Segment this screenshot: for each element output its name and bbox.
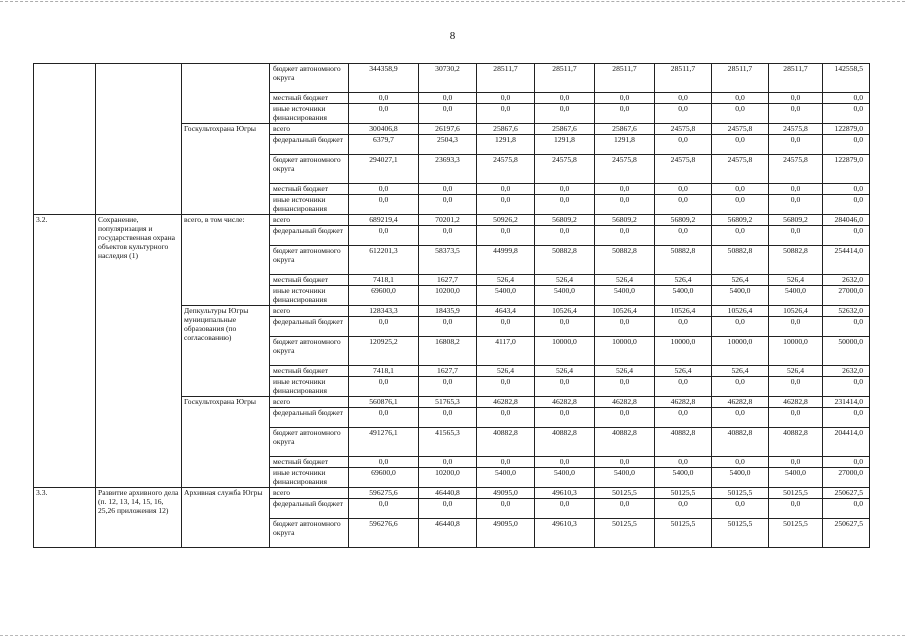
funding-source-cell: местный бюджет — [270, 93, 349, 104]
amount-cell: 10000,0 — [712, 337, 769, 366]
amount-cell: 70201,2 — [419, 215, 477, 226]
amount-cell: 5400,0 — [712, 468, 769, 488]
amount-cell: 1291,8 — [595, 135, 655, 155]
amount-cell: 0,0 — [535, 93, 595, 104]
amount-cell: 0,0 — [712, 499, 769, 519]
amount-cell: 0,0 — [349, 499, 419, 519]
amount-cell: 28511,7 — [712, 64, 769, 93]
amount-cell: 0,0 — [595, 408, 655, 428]
amount-cell: 0,0 — [655, 135, 712, 155]
funding-source-cell: федеральный бюджет — [270, 408, 349, 428]
amount-cell: 0,0 — [535, 457, 595, 468]
amount-cell: 0,0 — [769, 377, 823, 397]
amount-cell: 0,0 — [655, 457, 712, 468]
amount-cell: 28511,7 — [769, 64, 823, 93]
amount-cell: 7418,1 — [349, 275, 419, 286]
amount-cell: 41565,3 — [419, 428, 477, 457]
amount-cell: 0,0 — [477, 93, 535, 104]
funding-source-cell: бюджет автономного округа — [270, 155, 349, 184]
funding-source-cell: всего — [270, 306, 349, 317]
amount-cell: 0,0 — [823, 377, 870, 397]
amount-cell: 24575,8 — [655, 155, 712, 184]
amount-cell: 2632,0 — [823, 275, 870, 286]
amount-cell: 0,0 — [823, 135, 870, 155]
amount-cell: 5400,0 — [535, 286, 595, 306]
table-row — [34, 215, 870, 226]
amount-cell: 0,0 — [823, 408, 870, 428]
amount-cell: 24575,8 — [769, 124, 823, 135]
amount-cell: 0,0 — [655, 317, 712, 337]
amount-cell: 0,0 — [655, 377, 712, 397]
amount-cell: 0,0 — [655, 195, 712, 215]
amount-cell: 344358,9 — [349, 64, 419, 93]
amount-cell: 58373,5 — [419, 246, 477, 275]
table-row — [34, 488, 870, 499]
amount-cell: 10000,0 — [769, 337, 823, 366]
amount-cell: 0,0 — [655, 408, 712, 428]
amount-cell: 50125,5 — [595, 519, 655, 548]
amount-cell: 300406,8 — [349, 124, 419, 135]
amount-cell: 0,0 — [769, 499, 823, 519]
amount-cell: 0,0 — [419, 408, 477, 428]
amount-cell: 6379,7 — [349, 135, 419, 155]
amount-cell: 128343,3 — [349, 306, 419, 317]
amount-cell: 122879,0 — [823, 124, 870, 135]
amount-cell: 0,0 — [419, 457, 477, 468]
amount-cell: 46282,8 — [595, 397, 655, 408]
amount-cell: 0,0 — [655, 104, 712, 124]
amount-cell: 49095,0 — [477, 488, 535, 499]
amount-cell: 0,0 — [595, 184, 655, 195]
amount-cell: 612201,3 — [349, 246, 419, 275]
amount-cell: 526,4 — [477, 366, 535, 377]
amount-cell: 526,4 — [712, 275, 769, 286]
amount-cell: 49095,0 — [477, 519, 535, 548]
amount-cell: 50125,5 — [655, 488, 712, 499]
amount-cell: 52632,0 — [823, 306, 870, 317]
amount-cell: 231414,0 — [823, 397, 870, 408]
amount-cell: 0,0 — [349, 226, 419, 246]
amount-cell: 26197,6 — [419, 124, 477, 135]
amount-cell: 40882,8 — [655, 428, 712, 457]
amount-cell: 50125,5 — [712, 519, 769, 548]
amount-cell: 69600,0 — [349, 468, 419, 488]
amount-cell: 10000,0 — [655, 337, 712, 366]
amount-cell: 0,0 — [595, 195, 655, 215]
amount-cell: 5400,0 — [595, 468, 655, 488]
executor-cell: Депкультуры Югры муниципальные образования (по согласованию) — [182, 306, 270, 397]
amount-cell: 0,0 — [769, 226, 823, 246]
amount-cell: 46440,8 — [419, 519, 477, 548]
amount-cell: 24575,8 — [595, 155, 655, 184]
funding-source-cell: бюджет автономного округа — [270, 519, 349, 548]
amount-cell: 0,0 — [712, 408, 769, 428]
activity-title-cell: Развитие архивного дела (п. 12, 13, 14, 15, 16, 25,26 приложения 12) — [96, 488, 182, 548]
amount-cell: 250627,5 — [823, 488, 870, 499]
amount-cell: 24575,8 — [769, 155, 823, 184]
amount-cell: 491276,1 — [349, 428, 419, 457]
amount-cell: 46282,8 — [769, 397, 823, 408]
amount-cell: 5400,0 — [769, 468, 823, 488]
amount-cell: 0,0 — [712, 184, 769, 195]
amount-cell: 24575,8 — [712, 124, 769, 135]
amount-cell: 526,4 — [595, 275, 655, 286]
amount-cell: 0,0 — [477, 226, 535, 246]
amount-cell: 10000,0 — [595, 337, 655, 366]
amount-cell: 5400,0 — [769, 286, 823, 306]
amount-cell: 5400,0 — [655, 286, 712, 306]
amount-cell: 10526,4 — [595, 306, 655, 317]
funding-source-cell: местный бюджет — [270, 457, 349, 468]
amount-cell: 526,4 — [769, 366, 823, 377]
amount-cell: 50926,2 — [477, 215, 535, 226]
amount-cell: 0,0 — [769, 408, 823, 428]
amount-cell: 0,0 — [655, 226, 712, 246]
funding-source-cell: иные источники финансирования — [270, 286, 349, 306]
funding-source-cell: федеральный бюджет — [270, 317, 349, 337]
amount-cell: 0,0 — [769, 135, 823, 155]
funding-source-cell: иные источники финансирования — [270, 104, 349, 124]
executor-cell: Архивная служба Югры — [182, 488, 270, 548]
funding-source-cell: федеральный бюджет — [270, 226, 349, 246]
funding-source-cell: местный бюджет — [270, 275, 349, 286]
amount-cell: 0,0 — [823, 195, 870, 215]
amount-cell: 0,0 — [419, 499, 477, 519]
budget-table-body — [34, 64, 870, 548]
amount-cell: 0,0 — [712, 317, 769, 337]
amount-cell: 28511,7 — [655, 64, 712, 93]
amount-cell: 50000,0 — [823, 337, 870, 366]
amount-cell: 5400,0 — [595, 286, 655, 306]
amount-cell: 0,0 — [477, 408, 535, 428]
amount-cell: 0,0 — [595, 317, 655, 337]
amount-cell: 596275,6 — [349, 488, 419, 499]
amount-cell: 0,0 — [535, 408, 595, 428]
amount-cell: 0,0 — [769, 104, 823, 124]
amount-cell: 10526,4 — [712, 306, 769, 317]
amount-cell: 0,0 — [769, 195, 823, 215]
amount-cell: 24575,8 — [655, 124, 712, 135]
amount-cell: 10000,0 — [535, 337, 595, 366]
amount-cell: 0,0 — [349, 408, 419, 428]
amount-cell: 0,0 — [823, 184, 870, 195]
executor-cell — [182, 64, 270, 124]
amount-cell: 0,0 — [712, 195, 769, 215]
amount-cell: 5400,0 — [712, 286, 769, 306]
amount-cell: 4643,4 — [477, 306, 535, 317]
amount-cell: 10200,0 — [419, 468, 477, 488]
budget-table — [33, 63, 870, 548]
amount-cell: 44999,8 — [477, 246, 535, 275]
amount-cell: 0,0 — [349, 457, 419, 468]
amount-cell: 24575,8 — [712, 155, 769, 184]
amount-cell: 254414,0 — [823, 246, 870, 275]
amount-cell: 526,4 — [595, 366, 655, 377]
amount-cell: 1627,7 — [419, 366, 477, 377]
amount-cell: 0,0 — [535, 317, 595, 337]
amount-cell: 28511,7 — [535, 64, 595, 93]
executor-cell: Госкультохрана Югры — [182, 397, 270, 488]
amount-cell: 204414,0 — [823, 428, 870, 457]
amount-cell: 0,0 — [823, 226, 870, 246]
amount-cell: 0,0 — [349, 93, 419, 104]
amount-cell: 0,0 — [419, 317, 477, 337]
amount-cell: 0,0 — [769, 93, 823, 104]
activity-title-cell: Сохранение, популяризация и государственная охрана объектов культурного наследия (1) — [96, 215, 182, 488]
amount-cell: 0,0 — [477, 499, 535, 519]
executor-cell: всего, в том числе: — [182, 215, 270, 306]
amount-cell: 122879,0 — [823, 155, 870, 184]
amount-cell: 0,0 — [595, 377, 655, 397]
amount-cell: 0,0 — [655, 184, 712, 195]
amount-cell: 689219,4 — [349, 215, 419, 226]
amount-cell: 5400,0 — [477, 286, 535, 306]
amount-cell: 0,0 — [712, 104, 769, 124]
amount-cell: 18435,9 — [419, 306, 477, 317]
amount-cell: 50125,5 — [769, 519, 823, 548]
amount-cell: 0,0 — [349, 104, 419, 124]
amount-cell: 0,0 — [712, 457, 769, 468]
table-row — [34, 64, 870, 93]
amount-cell: 0,0 — [419, 184, 477, 195]
amount-cell: 526,4 — [477, 275, 535, 286]
amount-cell: 50125,5 — [595, 488, 655, 499]
amount-cell: 5400,0 — [655, 468, 712, 488]
amount-cell: 40882,8 — [535, 428, 595, 457]
amount-cell: 50882,8 — [712, 246, 769, 275]
amount-cell: 50882,8 — [655, 246, 712, 275]
amount-cell: 50125,5 — [712, 488, 769, 499]
amount-cell: 526,4 — [769, 275, 823, 286]
amount-cell: 142558,5 — [823, 64, 870, 93]
funding-source-cell: местный бюджет — [270, 184, 349, 195]
amount-cell: 40882,8 — [712, 428, 769, 457]
funding-source-cell: федеральный бюджет — [270, 499, 349, 519]
amount-cell: 40882,8 — [477, 428, 535, 457]
amount-cell: 50882,8 — [535, 246, 595, 275]
amount-cell: 0,0 — [535, 499, 595, 519]
amount-cell: 0,0 — [655, 93, 712, 104]
amount-cell: 0,0 — [769, 457, 823, 468]
amount-cell: 46282,8 — [712, 397, 769, 408]
amount-cell: 10526,4 — [535, 306, 595, 317]
amount-cell: 1291,8 — [535, 135, 595, 155]
amount-cell: 0,0 — [655, 499, 712, 519]
amount-cell: 5400,0 — [477, 468, 535, 488]
amount-cell: 4117,0 — [477, 337, 535, 366]
amount-cell: 10200,0 — [419, 286, 477, 306]
amount-cell: 27000,0 — [823, 286, 870, 306]
amount-cell: 40882,8 — [595, 428, 655, 457]
amount-cell: 46282,8 — [477, 397, 535, 408]
amount-cell: 40882,8 — [769, 428, 823, 457]
amount-cell: 0,0 — [712, 135, 769, 155]
funding-source-cell: всего — [270, 488, 349, 499]
amount-cell: 25867,6 — [535, 124, 595, 135]
amount-cell: 0,0 — [349, 184, 419, 195]
amount-cell: 0,0 — [823, 457, 870, 468]
amount-cell: 0,0 — [769, 184, 823, 195]
amount-cell: 0,0 — [712, 93, 769, 104]
funding-source-cell: всего — [270, 124, 349, 135]
amount-cell: 120925,2 — [349, 337, 419, 366]
amount-cell: 49610,3 — [535, 488, 595, 499]
funding-source-cell: бюджет автономного округа — [270, 246, 349, 275]
amount-cell: 284046,0 — [823, 215, 870, 226]
amount-cell: 0,0 — [419, 93, 477, 104]
funding-source-cell: местный бюджет — [270, 366, 349, 377]
amount-cell: 0,0 — [595, 104, 655, 124]
amount-cell: 50125,5 — [769, 488, 823, 499]
activity-title-cell — [96, 64, 182, 215]
amount-cell: 46440,8 — [419, 488, 477, 499]
amount-cell: 56809,2 — [769, 215, 823, 226]
amount-cell: 0,0 — [349, 317, 419, 337]
amount-cell: 526,4 — [712, 366, 769, 377]
amount-cell: 0,0 — [535, 195, 595, 215]
amount-cell: 28511,7 — [477, 64, 535, 93]
amount-cell: 0,0 — [535, 184, 595, 195]
funding-source-cell: всего — [270, 215, 349, 226]
amount-cell: 0,0 — [349, 195, 419, 215]
amount-cell: 50882,8 — [595, 246, 655, 275]
amount-cell: 0,0 — [595, 93, 655, 104]
amount-cell: 10526,4 — [769, 306, 823, 317]
amount-cell: 1627,7 — [419, 275, 477, 286]
amount-cell: 0,0 — [419, 104, 477, 124]
amount-cell: 0,0 — [419, 377, 477, 397]
amount-cell: 0,0 — [535, 226, 595, 246]
amount-cell: 526,4 — [535, 275, 595, 286]
item-number-cell: 3.3. — [34, 488, 96, 548]
scan-edge-top — [0, 1, 905, 4]
item-number-cell — [34, 64, 96, 215]
amount-cell: 250627,5 — [823, 519, 870, 548]
item-number-cell: 3.2. — [34, 215, 96, 488]
amount-cell: 25867,6 — [595, 124, 655, 135]
amount-cell: 24575,8 — [535, 155, 595, 184]
funding-source-cell: бюджет автономного округа — [270, 337, 349, 366]
amount-cell: 0,0 — [823, 317, 870, 337]
amount-cell: 560876,1 — [349, 397, 419, 408]
amount-cell: 596276,6 — [349, 519, 419, 548]
funding-source-cell: иные источники финансирования — [270, 468, 349, 488]
amount-cell: 30730,2 — [419, 64, 477, 93]
amount-cell: 0,0 — [419, 195, 477, 215]
amount-cell: 51765,3 — [419, 397, 477, 408]
amount-cell: 2504,3 — [419, 135, 477, 155]
amount-cell: 2632,0 — [823, 366, 870, 377]
amount-cell: 526,4 — [655, 275, 712, 286]
amount-cell: 25867,6 — [477, 124, 535, 135]
amount-cell: 0,0 — [477, 184, 535, 195]
amount-cell: 56809,2 — [655, 215, 712, 226]
amount-cell: 0,0 — [595, 226, 655, 246]
amount-cell: 526,4 — [535, 366, 595, 377]
amount-cell: 69600,0 — [349, 286, 419, 306]
amount-cell: 5400,0 — [535, 468, 595, 488]
amount-cell: 0,0 — [712, 377, 769, 397]
amount-cell: 46282,8 — [655, 397, 712, 408]
amount-cell: 0,0 — [535, 377, 595, 397]
amount-cell: 24575,8 — [477, 155, 535, 184]
amount-cell: 56809,2 — [595, 215, 655, 226]
amount-cell: 50125,5 — [655, 519, 712, 548]
amount-cell: 0,0 — [769, 317, 823, 337]
amount-cell: 0,0 — [823, 104, 870, 124]
funding-source-cell: федеральный бюджет — [270, 135, 349, 155]
amount-cell: 16808,2 — [419, 337, 477, 366]
amount-cell: 0,0 — [477, 104, 535, 124]
amount-cell: 49610,3 — [535, 519, 595, 548]
funding-source-cell: иные источники финансирования — [270, 195, 349, 215]
amount-cell: 50882,8 — [769, 246, 823, 275]
amount-cell: 23693,3 — [419, 155, 477, 184]
scan-edge-bottom — [0, 635, 905, 638]
amount-cell: 10526,4 — [655, 306, 712, 317]
amount-cell: 0,0 — [535, 104, 595, 124]
amount-cell: 0,0 — [595, 499, 655, 519]
amount-cell: 0,0 — [823, 499, 870, 519]
amount-cell: 0,0 — [477, 317, 535, 337]
amount-cell: 0,0 — [823, 93, 870, 104]
amount-cell: 0,0 — [419, 226, 477, 246]
page-number: 8 — [449, 30, 456, 42]
amount-cell: 46282,8 — [535, 397, 595, 408]
amount-cell: 27000,0 — [823, 468, 870, 488]
funding-source-cell: бюджет автономного округа — [270, 428, 349, 457]
amount-cell: 56809,2 — [712, 215, 769, 226]
amount-cell: 294027,1 — [349, 155, 419, 184]
amount-cell: 0,0 — [477, 195, 535, 215]
funding-source-cell: всего — [270, 397, 349, 408]
funding-source-cell: иные источники финансирования — [270, 377, 349, 397]
amount-cell: 1291,8 — [477, 135, 535, 155]
amount-cell: 0,0 — [712, 226, 769, 246]
amount-cell: 0,0 — [477, 377, 535, 397]
amount-cell: 0,0 — [595, 457, 655, 468]
amount-cell: 28511,7 — [595, 64, 655, 93]
amount-cell: 0,0 — [477, 457, 535, 468]
amount-cell: 0,0 — [349, 377, 419, 397]
amount-cell: 56809,2 — [535, 215, 595, 226]
amount-cell: 526,4 — [655, 366, 712, 377]
amount-cell: 7418,1 — [349, 366, 419, 377]
funding-source-cell: бюджет автономного округа — [270, 64, 349, 93]
executor-cell: Госкультохрана Югры — [182, 124, 270, 215]
